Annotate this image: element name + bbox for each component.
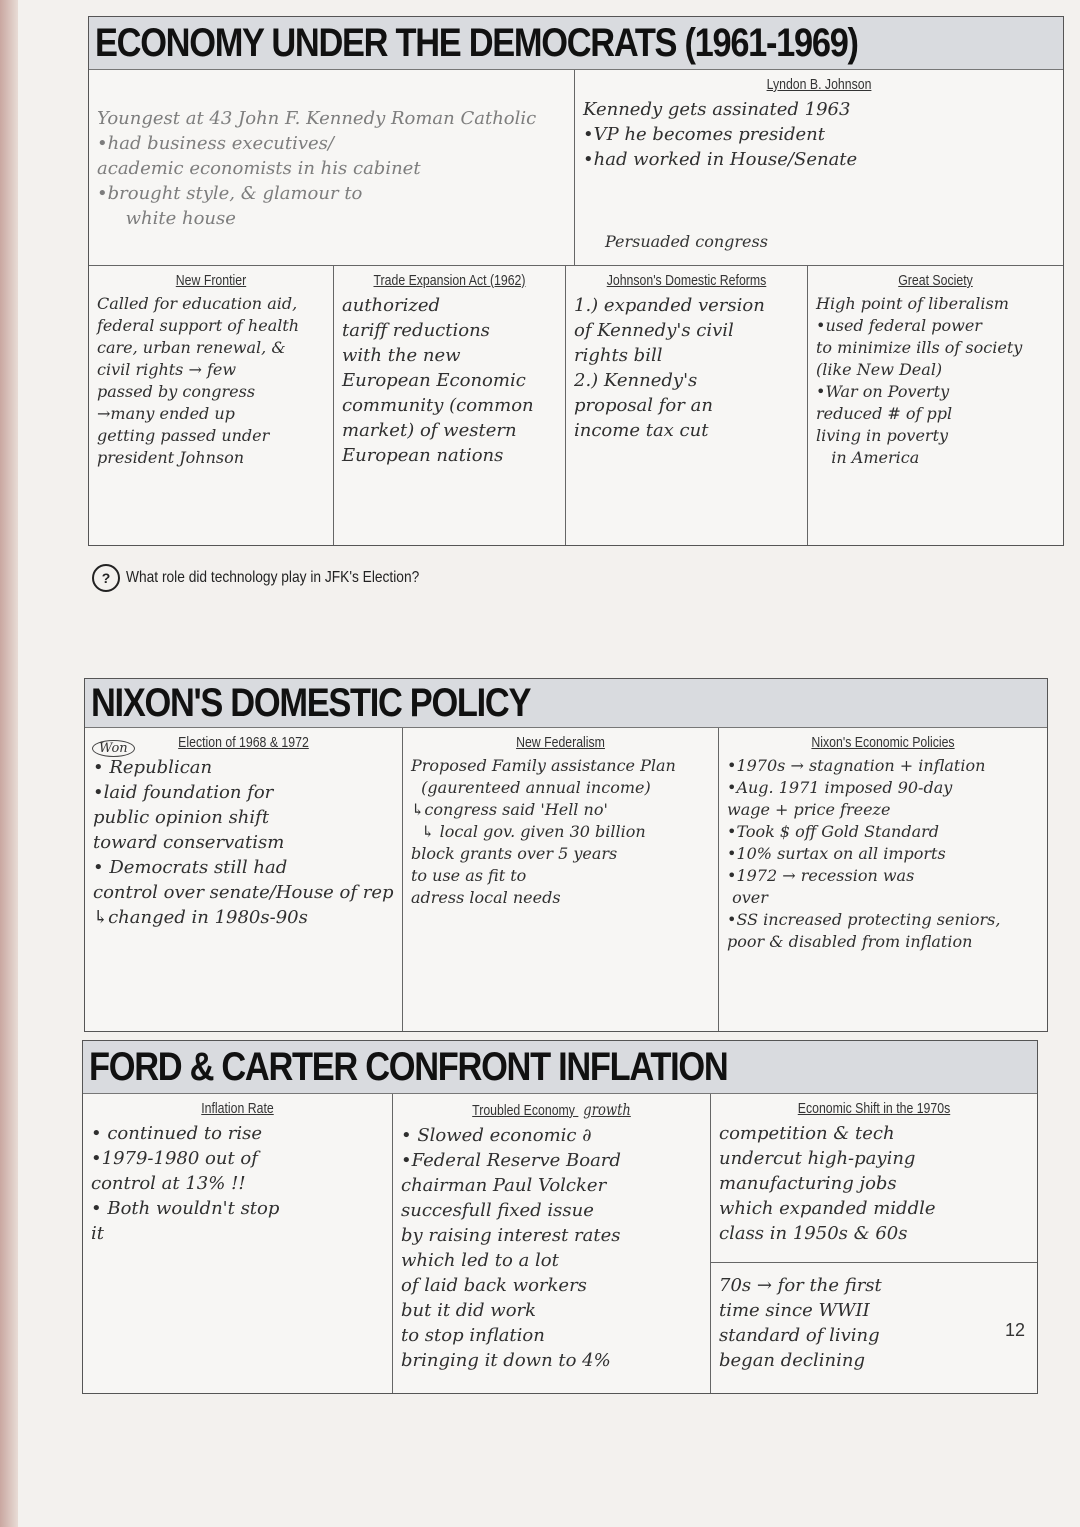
policies-row	[89, 266, 1063, 545]
section-ford-carter-inflation	[82, 1040, 1038, 1394]
page-edge	[0, 0, 18, 1527]
trade-expansion-notes: authorized tariff reductions with the new European Economic community (common market) of western European nations	[342, 295, 534, 466]
troubled-economy-notes: • Slowed economic ∂ •Federal Reserve Board chairman Paul Volcker succesfull fixed issue by raising interest rates which led to a lot of laid back workers but it did work to stop inflation bringing it down to 4%	[401, 1125, 621, 1371]
inflation-rate-header: Inflation Rate	[201, 1100, 274, 1117]
inflation-rate-cell	[83, 1094, 393, 1393]
inflation-row	[83, 1094, 1037, 1393]
nixon-economic-cell	[719, 728, 1047, 1031]
economic-shift-header: Economic Shift in the 1970s	[797, 1100, 951, 1117]
section-title: ECONOMY UNDER THE DEMOCRATS (1961-1969)	[95, 20, 858, 65]
economic-shift-cell	[711, 1094, 1037, 1393]
section-title-bar	[85, 679, 1047, 728]
section-title: FORD & CARTER CONFRONT INFLATION	[89, 1044, 728, 1089]
troubled-economy-header	[428, 1100, 675, 1119]
election-cell	[85, 728, 403, 1031]
new-frontier-header: New Frontier	[175, 272, 247, 289]
persuaded-note: Persuaded congress	[605, 232, 768, 251]
question-icon: ?	[92, 564, 120, 592]
johnson-notes: Kennedy gets assinated 1963 •VP he becomes president •had worked in House/Senate	[583, 99, 858, 170]
nixon-economic-notes: •1970s → stagnation + inflation •Aug. 1971 imposed 90-day wage + price freeze •Took $ off Gold Standard •10% surtax on all imports •1972 → recession was over •SS increased protecting seniors, poor & disabled from inflation	[727, 756, 1001, 951]
new-federalism-header: New Federalism	[516, 734, 605, 751]
election-header: Election of 1968 & 1972	[178, 734, 309, 751]
growth-note: growth	[583, 1100, 631, 1119]
trade-expansion-cell	[334, 266, 566, 545]
nixon-economic-header: Nixon's Economic Policies	[811, 734, 955, 751]
new-federalism-notes: Proposed Family assistance Plan (gaurenteed annual income) ↳congress said 'Hell no' ↳ local gov. given 30 billion block grants over 5 years to use as fit to adress local needs	[411, 756, 676, 907]
economic-shift-notes-2: 70s → for the first time since WWII standard of living began declining	[719, 1275, 882, 1371]
election-notes: • Republican •laid foundation for public opinion shift toward conservatism • Democrats still had control over senate/House of rep ↳changed in 1980s-90s	[93, 757, 394, 928]
discussion-question	[92, 564, 467, 592]
section-nixon-domestic-policy	[84, 678, 1048, 1032]
troubled-economy-title: Troubled Economy	[472, 1102, 575, 1119]
presidents-row	[89, 70, 1063, 266]
new-federalism-cell	[403, 728, 719, 1031]
section-title-bar	[83, 1041, 1037, 1094]
great-society-notes: High point of liberalism •used federal power to minimize ills of society (like New Deal) •War on Poverty reduced # of ppl living in poverty in America	[816, 294, 1023, 467]
section-title-bar	[89, 17, 1063, 70]
great-society-header: Great Society	[898, 272, 973, 289]
johnson-reforms-cell	[566, 266, 808, 545]
section-title: NIXON'S DOMESTIC POLICY	[91, 680, 531, 725]
page-number: 12	[1005, 1320, 1026, 1340]
troubled-economy-cell	[393, 1094, 711, 1393]
kennedy-cell	[89, 70, 575, 265]
economic-shift-notes: competition & tech undercut high-paying manufacturing jobs which expanded middle class in 1950s & 60s	[711, 1121, 1037, 1263]
section-democrats-economy	[88, 16, 1064, 546]
kennedy-notes: Youngest at 43 John F. Kennedy Roman Catholic •had business executives/ academic economists in his cabinet •brought style, & glamour to white house	[97, 108, 537, 229]
johnson-reforms-notes: 1.) expanded version of Kennedy's civil rights bill 2.) Kennedy's proposal for an income tax cut	[574, 295, 765, 441]
great-society-cell	[808, 266, 1063, 545]
won-annotation: Won	[92, 740, 135, 757]
inflation-rate-notes: • continued to rise •1979-1980 out of control at 13% !! • Both wouldn't stop it	[91, 1123, 280, 1244]
question-text: What role did technology play in JFK's Election?	[126, 569, 420, 586]
nixon-row	[85, 728, 1047, 1031]
new-frontier-cell	[89, 266, 334, 545]
trade-expansion-header: Trade Expansion Act (1962)	[373, 272, 526, 289]
johnson-reforms-header: Johnson's Domestic Reforms	[606, 272, 767, 289]
new-frontier-notes: Called for education aid, federal support of health care, urban renewal, & civil rights → few passed by congress →many ended up getting passed under president Johnson	[97, 294, 300, 467]
johnson-header: Lyndon B. Johnson	[766, 76, 872, 93]
johnson-cell	[575, 70, 1063, 265]
